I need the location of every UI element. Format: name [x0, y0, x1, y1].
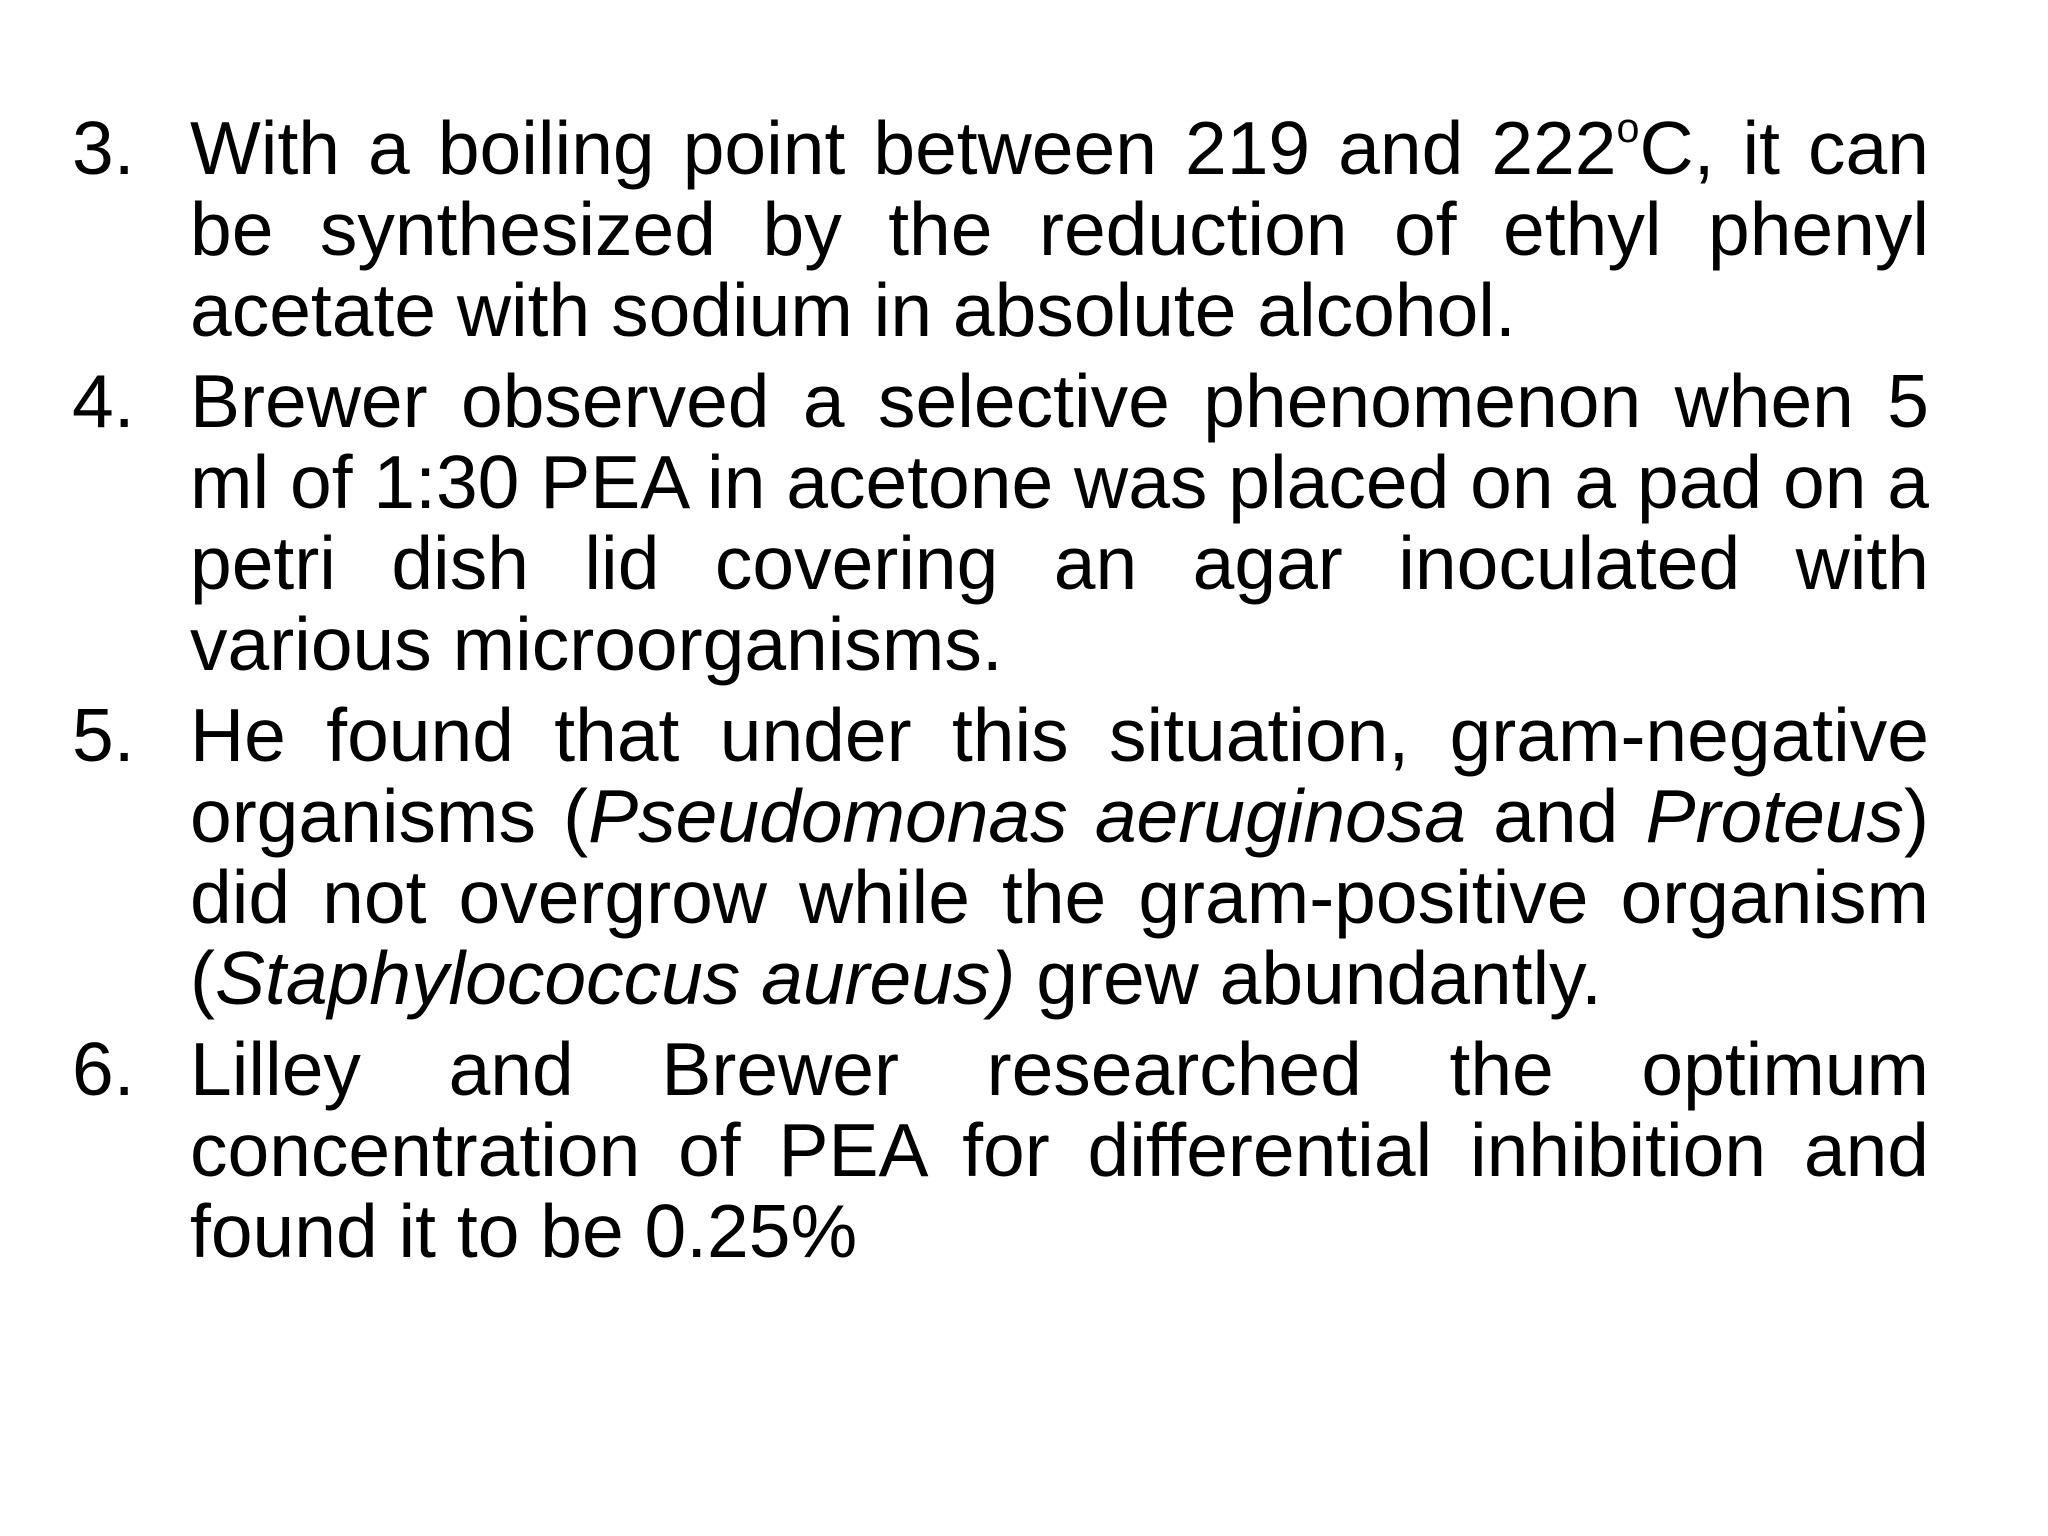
- numbered-list: [72, 104, 1932, 1282]
- italic-species-name: Pseudomonas aeruginosa: [588, 774, 1466, 858]
- list-item-number: 3.: [72, 106, 135, 190]
- list-item-text: [190, 1029, 1929, 1272]
- text-segment: Brewer observed a selective phenomenon when 5 ml of 1:30 PEA in acetone was placed on a pad on a petri dish lid covering an agar inoculated with various microorganisms.: [190, 359, 1929, 686]
- text-segment: and: [1465, 774, 1646, 858]
- text-segment: C, it can be synthesized by the reduction of ethyl phenyl acetate with sodium in absolute alcohol.: [190, 106, 1929, 352]
- list-item-text: [190, 104, 1929, 352]
- list-item: [72, 104, 1932, 352]
- list-item-number: 4.: [72, 359, 135, 443]
- list-item-number: 5.: [72, 693, 135, 777]
- list-item-text: [190, 695, 1929, 1019]
- italic-species-name: Proteus: [1645, 774, 1905, 858]
- list-item: [72, 361, 1932, 685]
- italic-species-name: Staphylococcus aureus): [214, 936, 1016, 1020]
- text-segment: He found that under this situation, gram-negative organisms (: [190, 693, 1929, 858]
- text-segment: With a boiling point between 219 and 222: [190, 106, 1617, 190]
- text-segment: grew abundantly.: [1015, 936, 1602, 1020]
- list-item: [72, 695, 1932, 1019]
- text-segment: ) did not overgrow while the gram-positive organism (: [190, 774, 1929, 1020]
- list-item-text: [190, 361, 1929, 685]
- list-item: [72, 1029, 1932, 1272]
- superscript-degree: o: [1616, 104, 1640, 151]
- list-item-number: 6.: [72, 1027, 135, 1111]
- text-segment: Lilley and Brewer researched the optimum concentration of PEA for differential inhibition and found it to be 0.25%: [190, 1027, 1929, 1273]
